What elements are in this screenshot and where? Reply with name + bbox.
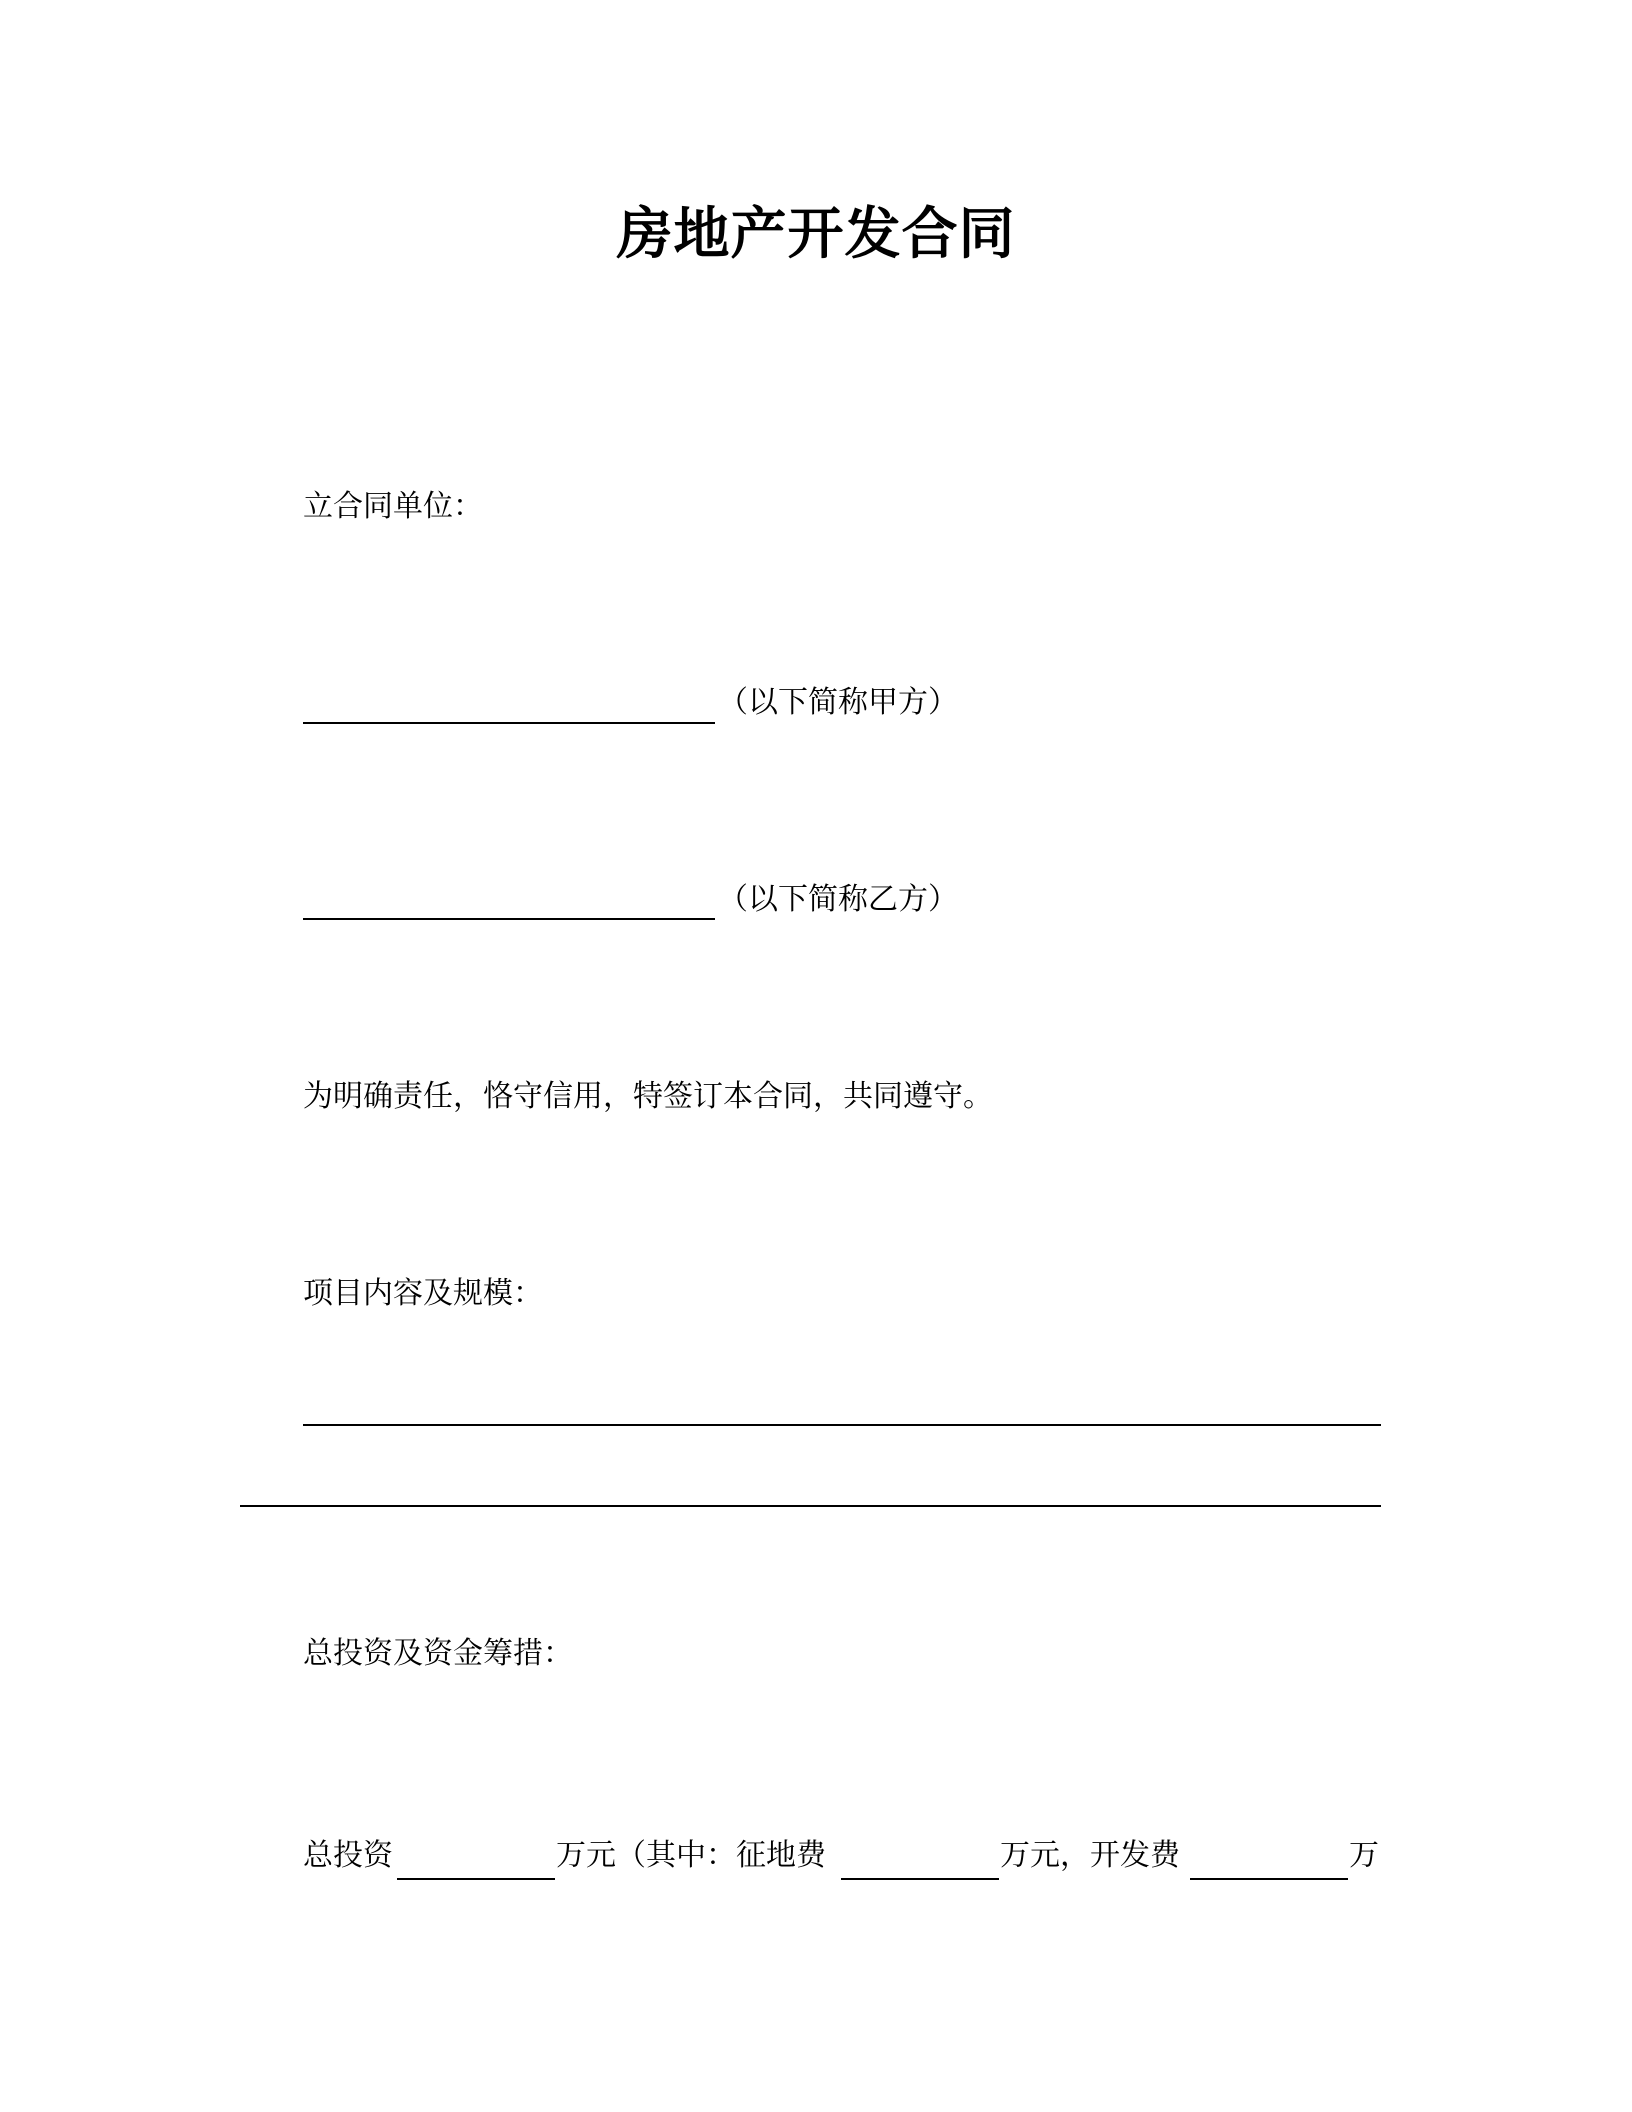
party-b-blank[interactable] (303, 918, 715, 920)
investment-unit-open: 万元（其中：征地费 (556, 1838, 826, 1873)
party-a-suffix: （以下简称甲方） (718, 685, 958, 720)
investment-unit-mid: 万元，开发费 (1000, 1838, 1180, 1873)
development-fee-blank[interactable] (1190, 1878, 1348, 1880)
party-a-blank[interactable] (303, 722, 715, 724)
investment-label: 总投资及资金筹措： (303, 1636, 573, 1671)
investment-row (303, 1836, 1383, 1884)
total-investment-label: 总投资 (303, 1838, 393, 1873)
project-scope-blank-line-1[interactable] (303, 1424, 1381, 1426)
party-b-suffix: （以下简称乙方） (718, 882, 958, 917)
purpose-statement: 为明确责任，恪守信用，特签订本合同，共同遵守。 (303, 1079, 993, 1114)
document-title: 房地产开发合同 (616, 202, 1016, 267)
total-investment-blank[interactable] (397, 1878, 555, 1880)
land-acquisition-fee-blank[interactable] (841, 1878, 999, 1880)
investment-unit-end: 万 (1349, 1838, 1379, 1873)
project-scope-blank-line-2[interactable] (240, 1505, 1381, 1507)
contracting-parties-label: 立合同单位： (303, 489, 483, 524)
project-scope-label: 项目内容及规模： (303, 1276, 543, 1311)
